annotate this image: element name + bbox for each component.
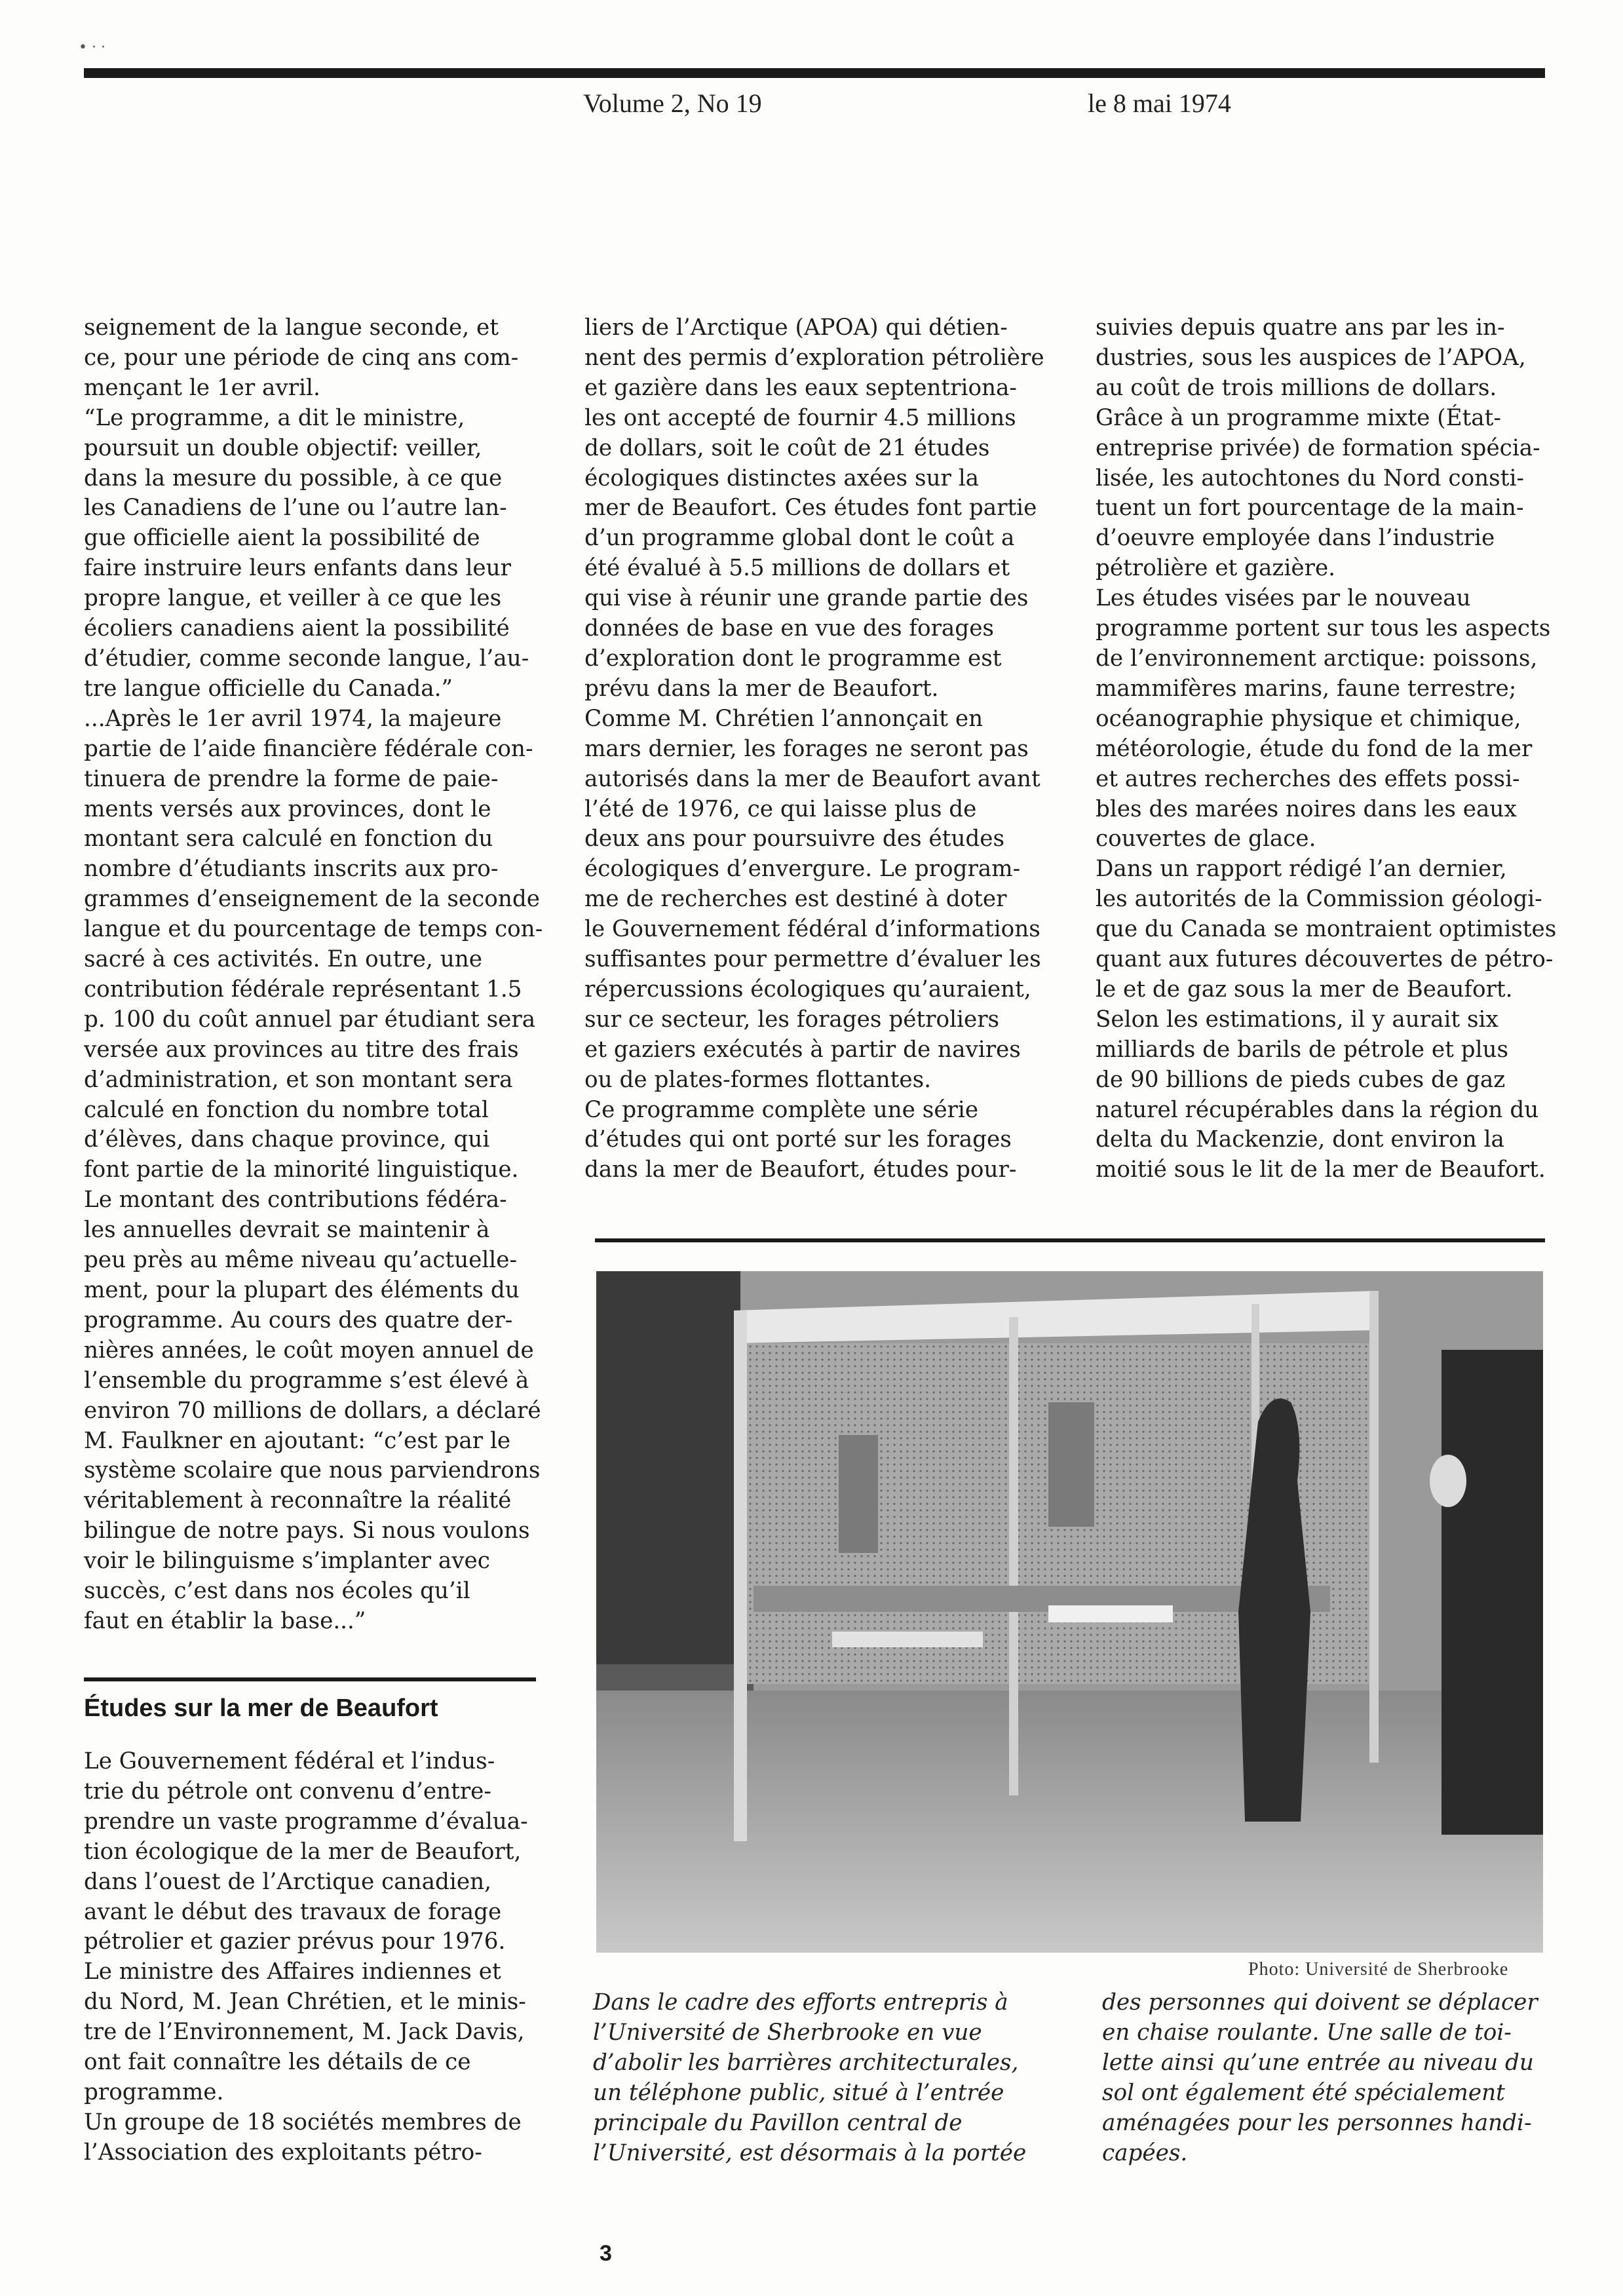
text-line: dustries, sous les auspices de l’APOA, <box>1096 344 1526 371</box>
text-line: écoliers canadiens aient la possibilité <box>84 615 510 642</box>
text-line: données de base en vue des forages <box>584 615 994 642</box>
text-line: seignement de la langue seconde, et <box>84 315 499 341</box>
text-line: météorologie, étude du fond de la mer <box>1096 735 1533 762</box>
text-line: mars dernier, les forages ne seront pas <box>584 735 1029 762</box>
text-line: suffisantes pour permettre d’évaluer les <box>584 946 1041 973</box>
column-2 <box>584 313 1056 1185</box>
section-heading: Études sur la mer de Beaufort <box>84 1694 438 1722</box>
photo-credit: Photo: Université de Sherbrooke <box>1248 1959 1509 1980</box>
text-line: moitié sous le lit de la mer de Beaufort. <box>1096 1157 1546 1183</box>
text-line: avant le début des travaux de forage <box>84 1898 502 1925</box>
text-line: bles des marées noires dans les eaux <box>1096 795 1517 822</box>
text-line: en chaise roulante. Une salle de toi- <box>1102 2019 1512 2046</box>
text-line: et gaziers exécutés à partir de navires <box>584 1036 1021 1063</box>
text-line: tinuera de prendre la forme de paie- <box>84 765 499 792</box>
text-line: d’un programme global dont le coût a <box>584 525 1015 552</box>
photo-rule <box>595 1238 1545 1242</box>
text-line: ou de plates-formes flottantes. <box>584 1066 932 1093</box>
text-line: dans la mer de Beaufort, études pour- <box>584 1157 1017 1183</box>
text-line: Le Gouvernement fédéral et l’indus- <box>84 1748 495 1774</box>
text-line: ment, pour la plupart des éléments du <box>84 1277 520 1303</box>
text-line: véritablement à reconnaître la réalité <box>84 1487 512 1514</box>
section-rule <box>84 1677 536 1681</box>
text-line: tuent un fort pourcentage de la main- <box>1096 495 1524 522</box>
text-line: nombre d’étudiants inscrits aux pro- <box>84 856 499 883</box>
text-line: Dans un rapport rédigé l’an dernier, <box>1096 856 1507 883</box>
page-number: 3 <box>600 2241 612 2266</box>
text-line: d’abolir les barrières architecturales, <box>593 2049 1019 2076</box>
volume-number: Volume 2, No 19 <box>583 88 762 118</box>
text-line: Comme M. Chrétien l’annonçait en <box>584 705 983 732</box>
text-line: tre de l’Environnement, M. Jack Davis, <box>84 2019 525 2046</box>
text-line: calculé en fonction du nombre total <box>84 1096 489 1123</box>
text-line: ments versés aux provinces, dont le <box>84 795 491 822</box>
text-line: contribution fédérale représentant 1.5 <box>84 976 522 1003</box>
issue-date: le 8 mai 1974 <box>1088 88 1231 118</box>
text-line: l’Université, est désormais à la portée <box>593 2139 1027 2166</box>
photo-caption-right <box>1102 1988 1548 2168</box>
text-line: système scolaire que nous parviendrons <box>84 1457 541 1484</box>
text-line: pétrolière et gazière. <box>1096 555 1336 582</box>
text-line: les Canadiens de l’une ou l’autre lan- <box>84 495 507 522</box>
text-line: lette ainsi qu’une entrée au niveau du <box>1102 2049 1534 2076</box>
text-line: partie de l’aide financière fédérale con- <box>84 735 533 762</box>
text-line: sur ce secteur, les forages pétroliers <box>584 1006 1000 1033</box>
text-line: l’été de 1976, ce qui laisse plus de <box>584 795 977 822</box>
text-line: dans la mesure du possible, à ce que <box>84 465 503 491</box>
text-line: capées. <box>1102 2139 1188 2166</box>
text-line: répercussions écologiques qu’auraient, <box>584 976 1031 1003</box>
text-line: écologiques distinctes axées sur la <box>584 465 980 491</box>
text-line: me de recherches est destiné à doter <box>584 886 1007 913</box>
text-line: le Gouvernement fédéral d’informations <box>584 916 1041 943</box>
text-line: de l’environnement arctique: poissons, <box>1096 645 1538 672</box>
text-line: océanographie physique et chimique, <box>1096 705 1521 732</box>
page-header <box>0 88 1623 127</box>
text-line: d’administration, et son montant sera <box>84 1066 513 1093</box>
text-line: l’Association des exploitants pétro- <box>84 2139 482 2166</box>
text-line: propre langue, et veiller à ce que les <box>84 585 502 612</box>
text-line: succès, c’est dans nos écoles qu’il <box>84 1578 470 1605</box>
text-line: trie du pétrole ont convenu d’entre- <box>84 1778 491 1805</box>
text-line: été évalué à 5.5 millions de dollars et <box>584 555 1010 582</box>
text-line: au coût de trois millions de dollars. <box>1096 374 1497 401</box>
text-line: programme. <box>84 2078 224 2105</box>
text-line: mammifères marins, faune terrestre; <box>1096 675 1517 702</box>
text-line: d’oeuvre employée dans l’industrie <box>1096 525 1495 552</box>
text-line: Un groupe de 18 sociétés membres de <box>84 2109 522 2135</box>
text-line: tion écologique de la mer de Beaufort, <box>84 1838 522 1865</box>
scan-specks: • · · <box>79 39 105 56</box>
text-line: suivies depuis quatre ans par les in- <box>1096 315 1505 341</box>
text-line: versée aux provinces au titre des frais <box>84 1036 519 1063</box>
text-line: qui vise à réunir une grande partie des <box>584 585 1029 612</box>
text-line: voir le bilinguisme s’implanter avec <box>84 1548 490 1575</box>
text-line: bilingue de notre pays. Si nous voulons <box>84 1518 530 1544</box>
text-line: faut en établir la base...” <box>84 1607 366 1634</box>
text-line: d’exploration dont le programme est <box>584 645 1002 672</box>
text-line: quant aux futures découvertes de pétro- <box>1096 946 1554 973</box>
text-line: M. Faulkner en ajoutant: “c’est par le <box>84 1427 511 1454</box>
text-line: un téléphone public, situé à l’entrée <box>593 2079 1004 2106</box>
text-line: les annuelles devrait se maintenir à <box>84 1217 490 1244</box>
text-line: font partie de la minorité linguistique. <box>84 1157 519 1183</box>
text-line: langue et du pourcentage de temps con- <box>84 916 543 943</box>
text-line: les ont accepté de fournir 4.5 millions <box>584 404 1016 431</box>
text-line: Le montant des contributions fédéra- <box>84 1187 507 1214</box>
text-line: tre langue officielle du Canada.” <box>84 675 453 702</box>
text-line: p. 100 du coût annuel par étudiant sera <box>84 1006 536 1033</box>
text-line: Ce programme complète une série <box>584 1096 979 1123</box>
text-line: sacré à ces activités. En outre, une <box>84 946 483 973</box>
text-line: delta du Mackenzie, dont environ la <box>1096 1126 1504 1153</box>
text-line: entreprise privée) de formation spécia- <box>1096 434 1540 461</box>
text-line: ce, pour une période de cinq ans com- <box>84 344 519 371</box>
text-line: principale du Pavillon central de <box>593 2109 963 2136</box>
text-line: ...Après le 1er avril 1974, la majeure <box>84 705 502 732</box>
text-line: deux ans pour poursuivre des études <box>584 826 1005 852</box>
text-line: naturel récupérables dans la région du <box>1096 1096 1539 1123</box>
text-line: Selon les estimations, il y aurait six <box>1096 1006 1499 1033</box>
text-line: prendre un vaste programme d’évalua- <box>84 1808 528 1835</box>
text-line: programme portent sur tous les aspects <box>1096 615 1551 642</box>
text-line: mer de Beaufort. Ces études font partie <box>584 495 1037 522</box>
text-line: du Nord, M. Jean Chrétien, et le minis- <box>84 1989 526 2016</box>
text-line: dans l’ouest de l’Arctique canadien, <box>84 1868 491 1895</box>
photo-caption-left <box>593 1988 1071 2168</box>
text-line: ont fait connaître les détails de ce <box>84 2049 471 2076</box>
text-line: milliards de barils de pétrole et plus <box>1096 1036 1509 1063</box>
text-line: couvertes de glace. <box>1096 826 1316 852</box>
text-line: les autorités de la Commission géologi- <box>1096 886 1542 913</box>
text-line: nières années, le coût moyen annuel de <box>84 1337 534 1364</box>
text-line: autorisés dans la mer de Beaufort avant <box>584 765 1041 792</box>
text-line: et gazière dans les eaux septentriona- <box>584 374 1017 401</box>
text-line: d’élèves, dans chaque province, qui <box>84 1126 490 1153</box>
text-line: Dans le cadre des efforts entrepris à <box>593 1989 1008 2016</box>
text-line: programme. Au cours des quatre der- <box>84 1307 513 1333</box>
text-line: Les études visées par le nouveau <box>1096 585 1471 612</box>
text-line: que du Canada se montraient optimistes <box>1096 916 1557 943</box>
text-line: lisée, les autochtones du Nord consti- <box>1096 465 1524 491</box>
column-3 <box>1096 313 1557 1185</box>
text-line: pétrolier et gazier prévus pour 1976. <box>84 1928 506 1955</box>
text-line: faire instruire leurs enfants dans leur <box>84 555 511 582</box>
section-body <box>84 1747 546 2168</box>
text-line: d’études qui ont porté sur les forages <box>584 1126 1012 1153</box>
text-line: sol ont également été spécialement <box>1102 2079 1505 2106</box>
text-line: liers de l’Arctique (APOA) qui détien- <box>584 315 1008 341</box>
text-line: nent des permis d’exploration pétrolière <box>584 344 1044 371</box>
text-line: grammes d’enseignement de la seconde <box>84 886 541 913</box>
text-line: l’Université de Sherbrooke en vue <box>593 2019 982 2046</box>
text-line: écologiques d’envergure. Le program- <box>584 856 1021 883</box>
text-line: montant sera calculé en fonction du <box>84 826 493 852</box>
column-1 <box>84 313 546 1637</box>
text-line: des personnes qui doivent se déplacer <box>1102 1989 1538 2016</box>
text-line: aménagées pour les personnes handi- <box>1102 2109 1532 2136</box>
text-line: Le ministre des Affaires indiennes et <box>84 1959 501 1985</box>
text-line: de dollars, soit le coût de 21 études <box>584 434 990 461</box>
text-line: prévu dans la mer de Beaufort. <box>584 675 939 702</box>
text-line: mençant le 1er avril. <box>84 374 320 401</box>
text-line: “Le programme, a dit le ministre, <box>84 404 465 431</box>
photo-telephone-booths <box>596 1271 1543 1953</box>
text-line: le et de gaz sous la mer de Beaufort. <box>1096 976 1513 1003</box>
text-line: et autres recherches des effets possi- <box>1096 765 1520 792</box>
photo-image <box>596 1271 1543 1953</box>
text-line: l’ensemble du programme s’est élevé à <box>84 1367 529 1394</box>
text-line: peu près au même niveau qu’actuelle- <box>84 1247 518 1274</box>
text-line: environ 70 millions de dollars, a déclaré <box>84 1397 541 1424</box>
text-line: d’étudier, comme seconde langue, l’au- <box>84 645 529 672</box>
header-rule <box>84 68 1545 78</box>
text-line: gue officielle aient la possibilité de <box>84 525 480 552</box>
text-line: Grâce à un programme mixte (État- <box>1096 404 1501 431</box>
text-line: poursuit un double objectif: veiller, <box>84 434 482 461</box>
text-line: de 90 billions de pieds cubes de gaz <box>1096 1066 1506 1093</box>
